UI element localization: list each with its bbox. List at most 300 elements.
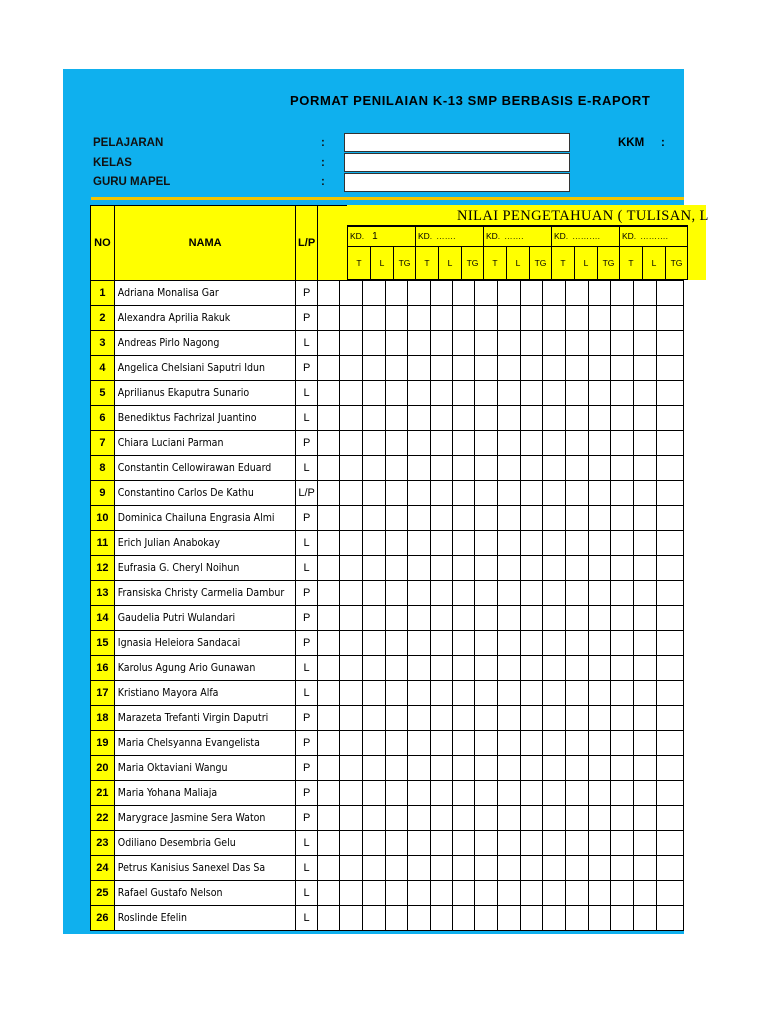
- student-name[interactable]: Constantin Cellowirawan Eduard: [114, 456, 296, 481]
- score-cell[interactable]: [566, 431, 589, 455]
- student-gender[interactable]: P: [296, 306, 318, 331]
- student-name[interactable]: Odiliano Desembria Gelu: [114, 831, 296, 856]
- student-name[interactable]: Roslinde Efelin: [114, 906, 296, 931]
- score-cell[interactable]: [386, 756, 408, 780]
- score-cell[interactable]: [340, 631, 363, 655]
- score-cell[interactable]: [453, 756, 475, 780]
- score-cell[interactable]: [386, 881, 408, 905]
- score-cell[interactable]: [408, 431, 431, 455]
- score-cell[interactable]: [498, 831, 521, 855]
- student-name[interactable]: Maria Oktaviani Wangu: [114, 756, 296, 781]
- score-cell[interactable]: [475, 631, 498, 655]
- score-cell[interactable]: [521, 856, 543, 880]
- score-cell[interactable]: [340, 681, 363, 705]
- score-cell[interactable]: [431, 631, 453, 655]
- student-name[interactable]: Karolus Agung Ario Gunawan: [114, 656, 296, 681]
- score-cell[interactable]: [453, 381, 475, 405]
- score-cell[interactable]: [611, 281, 634, 305]
- score-cell[interactable]: [408, 706, 431, 730]
- score-cell[interactable]: [408, 831, 431, 855]
- score-cell[interactable]: [475, 481, 498, 505]
- score-cell[interactable]: [363, 431, 386, 455]
- score-cell[interactable]: [543, 606, 566, 630]
- score-cell[interactable]: [408, 731, 431, 755]
- score-cell[interactable]: [611, 756, 634, 780]
- score-cell[interactable]: [386, 506, 408, 530]
- score-cell[interactable]: [543, 456, 566, 480]
- score-cell[interactable]: [340, 406, 363, 430]
- score-cell[interactable]: [431, 856, 453, 880]
- score-cell[interactable]: [363, 881, 386, 905]
- student-name[interactable]: Marazeta Trefanti Virgin Daputri: [114, 706, 296, 731]
- score-cell[interactable]: [611, 406, 634, 430]
- score-cell[interactable]: [408, 381, 431, 405]
- score-cell[interactable]: [566, 681, 589, 705]
- score-cell[interactable]: [431, 431, 453, 455]
- score-cell[interactable]: [521, 881, 543, 905]
- score-cell[interactable]: [318, 806, 340, 830]
- score-cell[interactable]: [475, 556, 498, 580]
- score-cell[interactable]: [521, 731, 543, 755]
- score-cell[interactable]: [634, 381, 657, 405]
- student-gender[interactable]: L: [296, 406, 318, 431]
- score-cell[interactable]: [453, 631, 475, 655]
- score-cell[interactable]: [318, 756, 340, 780]
- score-cell[interactable]: [386, 631, 408, 655]
- student-name[interactable]: Fransiska Christy Carmelia Dambur: [114, 581, 296, 606]
- student-gender[interactable]: P: [296, 756, 318, 781]
- score-cell[interactable]: [566, 631, 589, 655]
- score-cell[interactable]: [386, 431, 408, 455]
- score-cell[interactable]: [543, 381, 566, 405]
- score-cell[interactable]: [634, 756, 657, 780]
- score-cell[interactable]: [318, 406, 340, 430]
- score-cell[interactable]: [408, 631, 431, 655]
- score-cell[interactable]: [340, 581, 363, 605]
- score-cell[interactable]: [453, 356, 475, 380]
- score-cell[interactable]: [589, 831, 611, 855]
- score-cell[interactable]: [318, 606, 340, 630]
- score-cell[interactable]: [363, 781, 386, 805]
- kd-value[interactable]: …….: [436, 231, 456, 241]
- score-cell[interactable]: [318, 481, 340, 505]
- score-cell[interactable]: [475, 781, 498, 805]
- score-cell[interactable]: [340, 306, 363, 330]
- score-cell[interactable]: [589, 906, 611, 930]
- student-name[interactable]: Aprilianus Ekaputra Sunario: [114, 381, 296, 406]
- score-cell[interactable]: [498, 681, 521, 705]
- score-cell[interactable]: [363, 406, 386, 430]
- score-cell[interactable]: [386, 831, 408, 855]
- score-cell[interactable]: [634, 356, 657, 380]
- score-cell[interactable]: [498, 506, 521, 530]
- score-cell[interactable]: [363, 831, 386, 855]
- score-cell[interactable]: [363, 681, 386, 705]
- score-cell[interactable]: [340, 906, 363, 930]
- score-cell[interactable]: [431, 331, 453, 355]
- score-cell[interactable]: [611, 456, 634, 480]
- score-cell[interactable]: [431, 581, 453, 605]
- score-cell[interactable]: [363, 806, 386, 830]
- student-name[interactable]: Maria Yohana Maliaja: [114, 781, 296, 806]
- student-gender[interactable]: P: [296, 781, 318, 806]
- score-cell[interactable]: [611, 556, 634, 580]
- score-cell[interactable]: [475, 406, 498, 430]
- score-cell[interactable]: [408, 756, 431, 780]
- score-cell[interactable]: [589, 856, 611, 880]
- score-cell[interactable]: [634, 681, 657, 705]
- score-cell[interactable]: [589, 581, 611, 605]
- score-cell[interactable]: [318, 381, 340, 405]
- score-cell[interactable]: [475, 606, 498, 630]
- score-cell[interactable]: [611, 856, 634, 880]
- score-cell[interactable]: [498, 856, 521, 880]
- score-cell[interactable]: [453, 906, 475, 930]
- score-cell[interactable]: [566, 506, 589, 530]
- score-cell[interactable]: [453, 881, 475, 905]
- score-cell[interactable]: [611, 881, 634, 905]
- score-cell[interactable]: [566, 556, 589, 580]
- score-cell[interactable]: [566, 656, 589, 680]
- student-gender[interactable]: L: [296, 831, 318, 856]
- score-cell[interactable]: [386, 806, 408, 830]
- kd-value[interactable]: 1: [372, 231, 378, 242]
- score-cell[interactable]: [363, 506, 386, 530]
- score-cell[interactable]: [318, 281, 340, 305]
- score-cell[interactable]: [589, 881, 611, 905]
- student-gender[interactable]: L: [296, 656, 318, 681]
- score-cell[interactable]: [521, 406, 543, 430]
- score-cell[interactable]: [408, 806, 431, 830]
- score-cell[interactable]: [453, 781, 475, 805]
- guru-mapel-input[interactable]: [344, 173, 570, 192]
- score-cell[interactable]: [611, 306, 634, 330]
- score-cell[interactable]: [498, 281, 521, 305]
- score-cell[interactable]: [566, 831, 589, 855]
- score-cell[interactable]: [566, 606, 589, 630]
- score-cell[interactable]: [340, 331, 363, 355]
- score-cell[interactable]: [386, 906, 408, 930]
- score-cell[interactable]: [589, 681, 611, 705]
- score-cell[interactable]: [475, 281, 498, 305]
- student-name[interactable]: Kristiano Mayora Alfa: [114, 681, 296, 706]
- score-cell[interactable]: [431, 381, 453, 405]
- score-cell[interactable]: [543, 831, 566, 855]
- score-cell[interactable]: [408, 681, 431, 705]
- score-cell[interactable]: [521, 531, 543, 555]
- score-cell[interactable]: [521, 381, 543, 405]
- score-cell[interactable]: [475, 331, 498, 355]
- score-cell[interactable]: [634, 881, 657, 905]
- student-gender[interactable]: P: [296, 281, 318, 306]
- score-cell[interactable]: [318, 556, 340, 580]
- score-cell[interactable]: [589, 606, 611, 630]
- score-cell[interactable]: [543, 906, 566, 930]
- score-cell[interactable]: [318, 831, 340, 855]
- score-cell[interactable]: [521, 506, 543, 530]
- score-cell[interactable]: [363, 331, 386, 355]
- score-cell[interactable]: [363, 856, 386, 880]
- score-cell[interactable]: [431, 281, 453, 305]
- score-cell[interactable]: [543, 856, 566, 880]
- score-cell[interactable]: [386, 356, 408, 380]
- kd-value[interactable]: …….: [504, 231, 524, 241]
- score-cell[interactable]: [363, 356, 386, 380]
- score-cell[interactable]: [566, 881, 589, 905]
- score-cell[interactable]: [543, 506, 566, 530]
- score-cell[interactable]: [589, 731, 611, 755]
- student-gender[interactable]: P: [296, 431, 318, 456]
- score-cell[interactable]: [340, 831, 363, 855]
- score-cell[interactable]: [589, 506, 611, 530]
- score-cell[interactable]: [589, 406, 611, 430]
- score-cell[interactable]: [431, 806, 453, 830]
- score-cell[interactable]: [453, 656, 475, 680]
- score-cell[interactable]: [566, 281, 589, 305]
- student-gender[interactable]: P: [296, 731, 318, 756]
- score-cell[interactable]: [498, 906, 521, 930]
- score-cell[interactable]: [543, 806, 566, 830]
- score-cell[interactable]: [521, 331, 543, 355]
- score-cell[interactable]: [475, 806, 498, 830]
- score-cell[interactable]: [475, 756, 498, 780]
- score-cell[interactable]: [386, 531, 408, 555]
- score-cell[interactable]: [611, 531, 634, 555]
- score-cell[interactable]: [498, 456, 521, 480]
- student-gender[interactable]: L: [296, 906, 318, 931]
- score-cell[interactable]: [340, 606, 363, 630]
- score-cell[interactable]: [408, 306, 431, 330]
- score-cell[interactable]: [543, 781, 566, 805]
- score-cell[interactable]: [634, 481, 657, 505]
- score-cell[interactable]: [408, 406, 431, 430]
- score-cell[interactable]: [386, 731, 408, 755]
- score-cell[interactable]: [386, 406, 408, 430]
- student-gender[interactable]: L: [296, 681, 318, 706]
- student-gender[interactable]: L/P: [296, 481, 318, 506]
- score-cell[interactable]: [453, 706, 475, 730]
- score-cell[interactable]: [589, 281, 611, 305]
- score-cell[interactable]: [408, 906, 431, 930]
- score-cell[interactable]: [340, 731, 363, 755]
- score-cell[interactable]: [431, 681, 453, 705]
- score-cell[interactable]: [521, 306, 543, 330]
- score-cell[interactable]: [566, 531, 589, 555]
- score-cell[interactable]: [453, 581, 475, 605]
- score-cell[interactable]: [611, 431, 634, 455]
- score-cell[interactable]: [475, 906, 498, 930]
- score-cell[interactable]: [431, 531, 453, 555]
- score-cell[interactable]: [408, 281, 431, 305]
- score-cell[interactable]: [431, 781, 453, 805]
- score-cell[interactable]: [475, 306, 498, 330]
- score-cell[interactable]: [634, 831, 657, 855]
- score-cell[interactable]: [408, 531, 431, 555]
- score-cell[interactable]: [431, 906, 453, 930]
- score-cell[interactable]: [634, 656, 657, 680]
- score-cell[interactable]: [318, 731, 340, 755]
- score-cell[interactable]: [543, 656, 566, 680]
- score-cell[interactable]: [498, 881, 521, 905]
- score-cell[interactable]: [589, 306, 611, 330]
- score-cell[interactable]: [453, 431, 475, 455]
- score-cell[interactable]: [521, 631, 543, 655]
- score-cell[interactable]: [566, 306, 589, 330]
- score-cell[interactable]: [611, 356, 634, 380]
- score-cell[interactable]: [475, 581, 498, 605]
- score-cell[interactable]: [431, 356, 453, 380]
- score-cell[interactable]: [611, 606, 634, 630]
- score-cell[interactable]: [498, 531, 521, 555]
- student-gender[interactable]: L: [296, 856, 318, 881]
- score-cell[interactable]: [589, 556, 611, 580]
- score-cell[interactable]: [611, 506, 634, 530]
- score-cell[interactable]: [566, 581, 589, 605]
- student-gender[interactable]: L: [296, 881, 318, 906]
- score-cell[interactable]: [431, 306, 453, 330]
- score-cell[interactable]: [386, 706, 408, 730]
- score-cell[interactable]: [543, 881, 566, 905]
- score-cell[interactable]: [521, 356, 543, 380]
- score-cell[interactable]: [386, 681, 408, 705]
- score-cell[interactable]: [475, 831, 498, 855]
- score-cell[interactable]: [340, 431, 363, 455]
- score-cell[interactable]: [453, 731, 475, 755]
- score-cell[interactable]: [363, 756, 386, 780]
- score-cell[interactable]: [634, 856, 657, 880]
- score-cell[interactable]: [543, 406, 566, 430]
- score-cell[interactable]: [363, 456, 386, 480]
- score-cell[interactable]: [340, 481, 363, 505]
- score-cell[interactable]: [453, 531, 475, 555]
- score-cell[interactable]: [363, 581, 386, 605]
- score-cell[interactable]: [566, 731, 589, 755]
- score-cell[interactable]: [318, 906, 340, 930]
- score-cell[interactable]: [589, 531, 611, 555]
- score-cell[interactable]: [521, 606, 543, 630]
- score-cell[interactable]: [521, 581, 543, 605]
- score-cell[interactable]: [611, 331, 634, 355]
- score-cell[interactable]: [498, 731, 521, 755]
- score-cell[interactable]: [340, 456, 363, 480]
- score-cell[interactable]: [363, 606, 386, 630]
- score-cell[interactable]: [498, 406, 521, 430]
- score-cell[interactable]: [521, 281, 543, 305]
- student-name[interactable]: Adriana Monalisa Gar: [114, 281, 296, 306]
- score-cell[interactable]: [589, 381, 611, 405]
- score-cell[interactable]: [318, 306, 340, 330]
- score-cell[interactable]: [340, 506, 363, 530]
- score-cell[interactable]: [386, 656, 408, 680]
- student-gender[interactable]: P: [296, 356, 318, 381]
- score-cell[interactable]: [566, 481, 589, 505]
- score-cell[interactable]: [431, 506, 453, 530]
- score-cell[interactable]: [475, 706, 498, 730]
- score-cell[interactable]: [543, 581, 566, 605]
- score-cell[interactable]: [340, 556, 363, 580]
- score-cell[interactable]: [521, 681, 543, 705]
- score-cell[interactable]: [431, 831, 453, 855]
- score-cell[interactable]: [634, 531, 657, 555]
- score-cell[interactable]: [543, 531, 566, 555]
- score-cell[interactable]: [634, 806, 657, 830]
- score-cell[interactable]: [521, 756, 543, 780]
- score-cell[interactable]: [543, 481, 566, 505]
- score-cell[interactable]: [611, 481, 634, 505]
- score-cell[interactable]: [318, 456, 340, 480]
- score-cell[interactable]: [431, 556, 453, 580]
- score-cell[interactable]: [453, 681, 475, 705]
- student-name[interactable]: Benediktus Fachrizal Juantino: [114, 406, 296, 431]
- score-cell[interactable]: [475, 856, 498, 880]
- score-cell[interactable]: [386, 781, 408, 805]
- score-cell[interactable]: [386, 481, 408, 505]
- score-cell[interactable]: [475, 681, 498, 705]
- student-gender[interactable]: L: [296, 331, 318, 356]
- score-cell[interactable]: [521, 656, 543, 680]
- score-cell[interactable]: [475, 456, 498, 480]
- score-cell[interactable]: [521, 831, 543, 855]
- student-name[interactable]: Eufrasia G. Cheryl Noihun: [114, 556, 296, 581]
- score-cell[interactable]: [589, 431, 611, 455]
- score-cell[interactable]: [498, 306, 521, 330]
- score-cell[interactable]: [318, 706, 340, 730]
- score-cell[interactable]: [386, 606, 408, 630]
- score-cell[interactable]: [498, 481, 521, 505]
- score-cell[interactable]: [589, 481, 611, 505]
- score-cell[interactable]: [566, 781, 589, 805]
- score-cell[interactable]: [318, 581, 340, 605]
- score-cell[interactable]: [634, 581, 657, 605]
- score-cell[interactable]: [408, 781, 431, 805]
- score-cell[interactable]: [453, 281, 475, 305]
- score-cell[interactable]: [521, 806, 543, 830]
- score-cell[interactable]: [340, 806, 363, 830]
- student-gender[interactable]: P: [296, 706, 318, 731]
- score-cell[interactable]: [453, 806, 475, 830]
- score-cell[interactable]: [634, 706, 657, 730]
- score-cell[interactable]: [634, 431, 657, 455]
- score-cell[interactable]: [521, 556, 543, 580]
- score-cell[interactable]: [431, 881, 453, 905]
- score-cell[interactable]: [340, 656, 363, 680]
- student-name[interactable]: Constantino Carlos De Kathu: [114, 481, 296, 506]
- score-cell[interactable]: [431, 756, 453, 780]
- score-cell[interactable]: [498, 806, 521, 830]
- score-cell[interactable]: [318, 506, 340, 530]
- score-cell[interactable]: [566, 756, 589, 780]
- score-cell[interactable]: [521, 456, 543, 480]
- score-cell[interactable]: [498, 581, 521, 605]
- score-cell[interactable]: [543, 556, 566, 580]
- score-cell[interactable]: [611, 831, 634, 855]
- score-cell[interactable]: [611, 706, 634, 730]
- score-cell[interactable]: [498, 656, 521, 680]
- score-cell[interactable]: [498, 556, 521, 580]
- score-cell[interactable]: [589, 656, 611, 680]
- score-cell[interactable]: [611, 906, 634, 930]
- score-cell[interactable]: [611, 581, 634, 605]
- student-gender[interactable]: L: [296, 556, 318, 581]
- score-cell[interactable]: [589, 631, 611, 655]
- score-cell[interactable]: [408, 556, 431, 580]
- score-cell[interactable]: [475, 531, 498, 555]
- score-cell[interactable]: [543, 731, 566, 755]
- score-cell[interactable]: [498, 331, 521, 355]
- score-cell[interactable]: [318, 681, 340, 705]
- score-cell[interactable]: [340, 781, 363, 805]
- kd-value[interactable]: ……….: [572, 231, 601, 241]
